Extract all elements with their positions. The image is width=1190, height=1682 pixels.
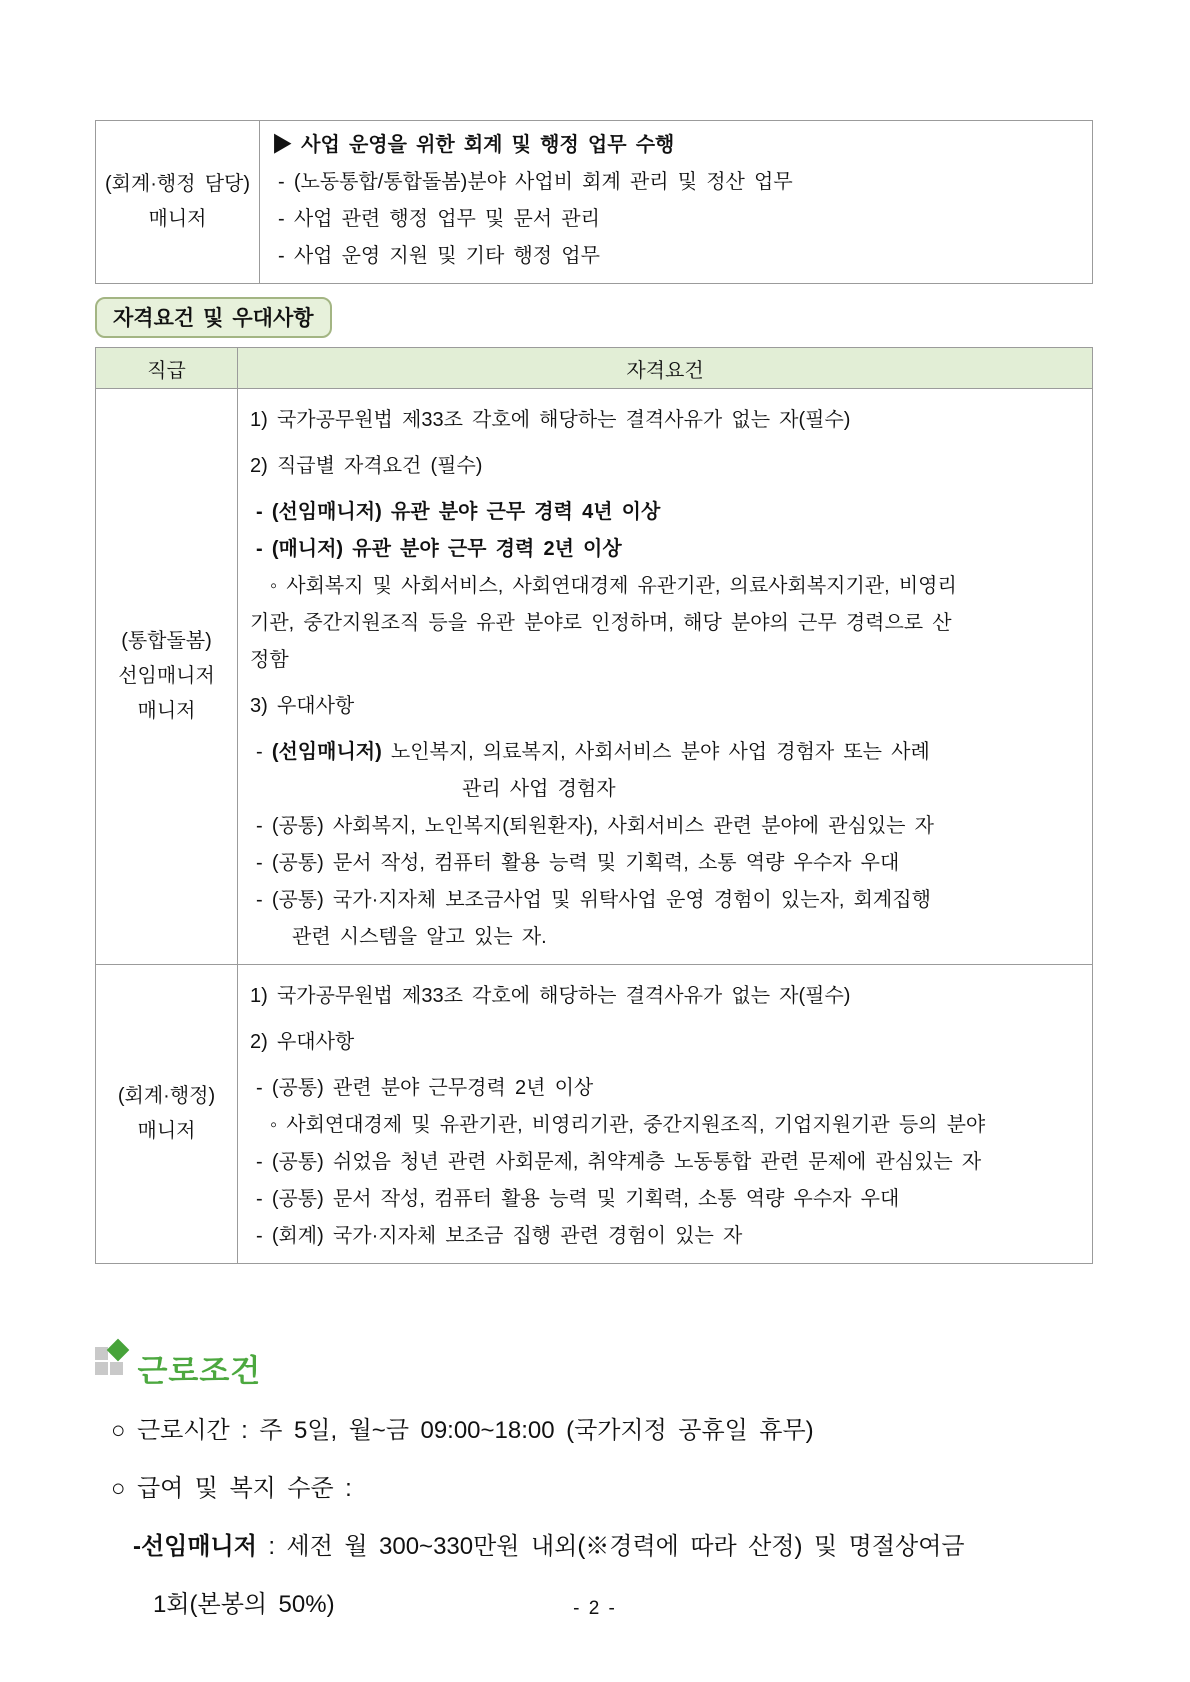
duty-detail-cell bbox=[260, 121, 1093, 284]
qualification-line: - (공통) 국가·지자체 보조금사업 및 위탁사업 운영 경험이 있는자, 회계집행 bbox=[256, 889, 931, 911]
working-conditions-line: ○ 급여 및 복지 수준 : bbox=[111, 1475, 352, 1502]
qualification-cell-accounting bbox=[238, 965, 1093, 1264]
qualification-line: - (매니저) 유관 분야 근무 경력 2년 이상 bbox=[256, 538, 622, 560]
qualification-line: 관련 시스템을 알고 있는 자. bbox=[292, 926, 547, 948]
qualification-line: 관리 사업 경험자 bbox=[462, 778, 616, 800]
duty-role-line: (회계·행정 담당) bbox=[104, 173, 251, 195]
qualification-line: 2) 우대사항 bbox=[250, 1031, 355, 1053]
qualification-line: ◦ 사회복지 및 사회서비스, 사회연대경제 유관기관, 의료사회복지기관, 비영리 bbox=[270, 575, 957, 597]
working-conditions-line: ○ 근로시간 : 주 5일, 월~금 09:00~18:00 (국가지정 공휴일 휴무) bbox=[111, 1417, 814, 1444]
duty-detail-line: - 사업 운영 지원 및 기타 행정 업무 bbox=[278, 245, 600, 267]
duty-detail-line: - (노동통합/통합돌봄)분야 사업비 회계 관리 및 정산 업무 bbox=[278, 171, 793, 193]
section-label-qualifications: 자격요건 및 우대사항 bbox=[95, 297, 332, 338]
qualification-line: 기관, 중간지원조직 등을 유관 분야로 인정하며, 해당 분야의 근무 경력으로 산 bbox=[250, 612, 952, 634]
working-conditions-section bbox=[95, 1342, 1095, 1634]
position-line: (회계·행정) bbox=[117, 1085, 216, 1107]
duty-detail-line: - 사업 관련 행정 업무 및 문서 관리 bbox=[278, 208, 600, 230]
page-number: - 2 - bbox=[573, 1598, 617, 1619]
qualification-line: - (공통) 문서 작성, 컴퓨터 활용 능력 및 기획력, 소통 역량 우수자 우대 bbox=[256, 852, 900, 874]
duty-table-row bbox=[96, 121, 1093, 284]
qualification-row-accounting bbox=[96, 965, 1093, 1264]
position-line: 매니저 bbox=[137, 1120, 196, 1142]
duty-role-line: 매니저 bbox=[148, 208, 207, 230]
qualification-line: 1) 국가공무원법 제33조 각호에 해당하는 결격사유가 없는 자(필수) bbox=[250, 409, 851, 431]
position-line: 선임매니저 bbox=[118, 665, 215, 687]
green-diamond-icon bbox=[107, 1339, 130, 1362]
header-cell-qualification: 자격요건 bbox=[238, 348, 1093, 389]
qualification-line: - (선임매니저) 노인복지, 의료복지, 사회서비스 분야 사업 경험자 또는 사례 bbox=[256, 741, 930, 763]
gray-square-icon bbox=[110, 1362, 123, 1375]
duty-role-cell bbox=[96, 121, 260, 284]
qualification-cell-care bbox=[238, 389, 1093, 965]
duty-detail-line: ▶ 사업 운영을 위한 회계 및 행정 업무 수행 bbox=[272, 134, 675, 156]
qualification-table bbox=[95, 347, 1093, 1264]
working-conditions-line: 1회(본봉의 50%) bbox=[153, 1591, 335, 1618]
qualification-line: 2) 직급별 자격요건 (필수) bbox=[250, 455, 483, 477]
qualification-line: 1) 국가공무원법 제33조 각호에 해당하는 결격사유가 없는 자(필수) bbox=[250, 985, 851, 1007]
qualification-row-care bbox=[96, 389, 1093, 965]
qualification-line: - (회계) 국가·지자체 보조금 집행 관련 경험이 있는 자 bbox=[256, 1225, 743, 1247]
qualification-line: - (공통) 쉬었음 청년 관련 사회문제, 취약계층 노동통합 관련 문제에 관심있는 자 bbox=[256, 1151, 982, 1173]
position-cell-accounting bbox=[96, 965, 238, 1264]
working-conditions-line: -선임매니저 : 세전 월 300~330만원 내외(※경력에 따라 산정) 및 명절상여금 bbox=[133, 1533, 965, 1560]
working-conditions-title: 근로조건 bbox=[137, 1353, 262, 1389]
qualification-line: 3) 우대사항 bbox=[250, 695, 355, 717]
working-conditions-title-row bbox=[95, 1342, 1095, 1388]
section-label-wrap bbox=[95, 297, 1190, 337]
position-line: (통합돌봄) bbox=[121, 630, 212, 652]
qualification-table-header-row bbox=[96, 348, 1093, 389]
qualification-line: - (공통) 관련 분야 근무경력 2년 이상 bbox=[256, 1077, 594, 1099]
qualification-line: - (공통) 사회복지, 노인복지(퇴원환자), 사회서비스 관련 분야에 관심있는 자 bbox=[256, 815, 934, 837]
diamond-squares-icon bbox=[95, 1342, 133, 1378]
qualification-line: - (선임매니저) 유관 분야 근무 경력 4년 이상 bbox=[256, 501, 661, 523]
position-cell-care bbox=[96, 389, 238, 965]
duty-table bbox=[95, 120, 1093, 284]
position-line: 매니저 bbox=[137, 700, 196, 722]
gray-square-icon bbox=[95, 1362, 108, 1375]
qualification-line: - (공통) 문서 작성, 컴퓨터 활용 능력 및 기획력, 소통 역량 우수자 우대 bbox=[256, 1188, 900, 1210]
qualification-line: ◦ 사회연대경제 및 유관기관, 비영리기관, 중간지원조직, 기업지원기관 등의 분야 bbox=[270, 1114, 986, 1136]
header-cell-position: 직급 bbox=[96, 348, 238, 389]
qualification-line: 정함 bbox=[250, 649, 289, 671]
